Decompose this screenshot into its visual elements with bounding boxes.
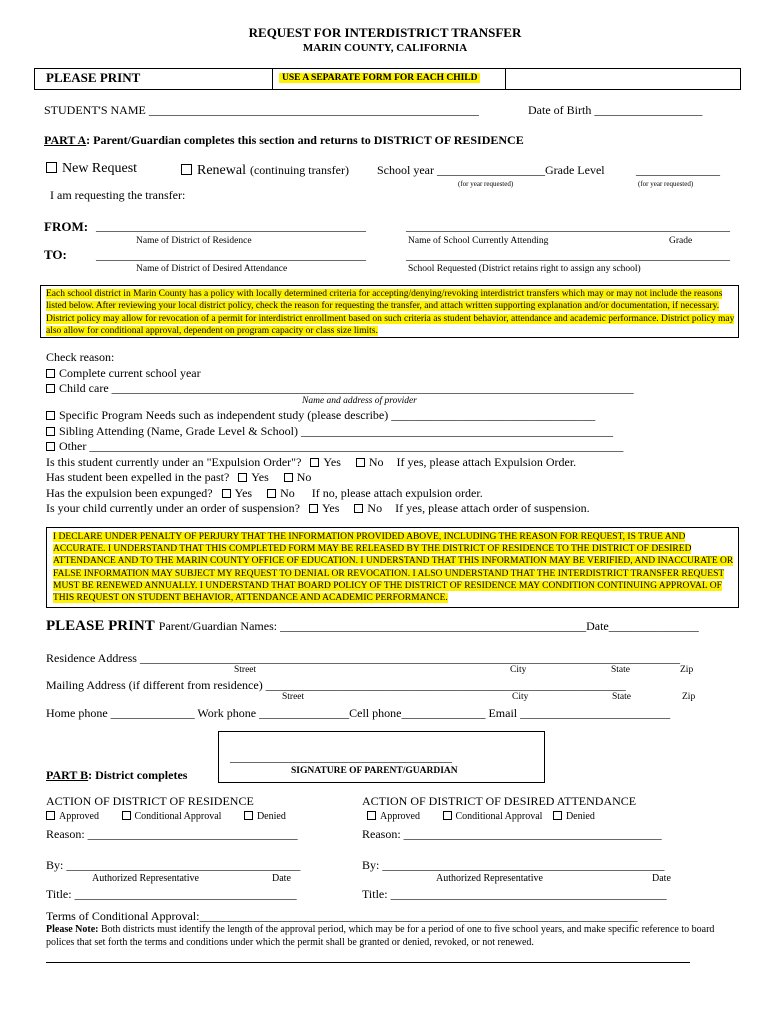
yes-label: Yes — [251, 470, 269, 484]
reason-child-care[interactable] — [46, 381, 634, 396]
desired-conditional-checkbox[interactable] — [443, 811, 452, 820]
grade-level-field[interactable]: ______________ — [636, 163, 720, 177]
yes-label: Yes — [234, 486, 253, 500]
continuing-transfer-label: (continuing transfer) — [249, 163, 349, 177]
desired-approved-checkbox[interactable] — [367, 811, 376, 820]
suspension-note: If yes, please attach order of suspension. — [395, 501, 590, 515]
action-residence-heading: ACTION OF DISTRICT OF RESIDENCE — [46, 794, 254, 808]
caption-district-residence: Name of District of Residence — [136, 236, 252, 246]
expelled-yes-checkbox[interactable] — [238, 473, 247, 482]
expunged-note: If no, please attach expulsion order. — [311, 486, 483, 500]
signature-caption: SIGNATURE OF PARENT/GUARDIAN — [291, 766, 458, 776]
part-a-label: PART A — [44, 133, 87, 147]
mailing-address-field[interactable]: Mailing Address (if different from residence) ____________________________________________________________ — [46, 678, 626, 692]
caption-school-attending: Name of School Currently Attending — [408, 236, 549, 246]
separate-form-notice: USE A SEPARATE FORM FOR EACH CHILD — [279, 73, 480, 83]
parent-names-field[interactable]: Parent/Guardian Names: ___________________________________________________Date_______________ — [158, 619, 699, 633]
please-note-text: Both districts must identify the length of the approval period, which may be for a period of one to five school years, and make specific reference to board polices that set forth the terms and conditions under which the permit shall be granted or denied, revoked, or not renewed. — [46, 924, 715, 948]
complete-year-label: Complete current school year — [59, 366, 201, 380]
requested-school-field[interactable]: ______________________________________________________ — [406, 248, 730, 262]
part-b-heading — [46, 768, 187, 783]
residence-street-caption: Street — [234, 665, 257, 675]
expelled-no-checkbox[interactable] — [284, 473, 293, 482]
desired-denied-checkbox[interactable] — [553, 811, 562, 820]
reason-complete-year[interactable] — [46, 366, 201, 381]
school-year-field[interactable]: School year __________________Grade Level — [377, 163, 605, 177]
declaration-text: I DECLARE UNDER PENALTY OF PERJURY THAT THE INFORMATION PROVIDED ABOVE, INCLUDING THE REASON FOR REQUEST, IS TRUE AND ACCURATE. I UNDERSTAND THAT THIS COMPLETED FORM MAY BE RELEASED BY THE DISTRICT OF RESIDENCE TO THE DISTRICT OF DESIRED ATTENDANCE AND TO THE MARIN COUNTY OFFICE OF EDUCATION. I UNDERSTAND THAT THIS INFORMATION MAY BE VERIFIED, AND INACCURATE OR FALSE INFORMATION MAY SUBJECT MY REQUEST TO DENIAL OR REVOCATION. I ALSO UNDERSTAND THAT THE INTERDISTRICT TRANSFER REQUEST MUST BE RENEWED ANNUALLY. I UNDERSTAND THAT BOARD POLICY OF THE DISTRICT OF RESIDENCE MAY CONDITION CONTINUING APPROVAL OF THIS REQUEST ON STUDENT BEHAVIOR, ATTENDANCE AND ACADEMIC PERFORMANCE. — [53, 532, 734, 604]
desired-reason-field[interactable]: Reason: ___________________________________________ — [362, 827, 662, 841]
policy-note — [46, 288, 736, 337]
caption-grade: Grade — [669, 236, 693, 246]
suspension-question: Is your child currently under an order of suspension? — [46, 501, 300, 515]
parent-please-print: PLEASE PRINT — [46, 618, 155, 634]
expulsion-order-note: If yes, please attach Expulsion Order. — [396, 455, 577, 469]
renewal-checkbox[interactable] — [181, 164, 192, 175]
policy-note-text: Each school district in Marin County has a policy with locally determined criteria for accepting/denying/revoking interdistrict transfers which may or may not include the reasons listed below. After reviewing your local district policy, check the reason for requesting the transfer, and attach written supporting explanation and/or documentation, if necessary. District policy may allow for revocation of a permit for interdistrict enrollment based on such criteria as student behavior, attendance and academic performance. District policy may also allow for conditional approval, dependent on program capacity or class size limits. — [46, 289, 735, 336]
provider-caption: Name and address of provider — [302, 396, 417, 406]
residence-approved-checkbox[interactable] — [46, 811, 55, 820]
form-subtitle: MARIN COUNTY, CALIFORNIA — [302, 42, 468, 54]
desired-date-caption: Date — [652, 873, 671, 884]
denied-label: Denied — [256, 811, 286, 822]
denied-label: Denied — [565, 811, 595, 822]
phones-email-field[interactable]: Home phone ______________ Work phone _______________Cell phone______________ Email _________________________ — [46, 706, 671, 720]
from-district-field[interactable]: _____________________________________________ — [96, 219, 366, 233]
mailing-zip-caption: Zip — [682, 692, 696, 702]
part-a-text: : Parent/Guardian completes this section and returns to DISTRICT OF RESIDENCE — [86, 133, 524, 147]
reason-sibling[interactable] — [46, 424, 613, 439]
desired-title-field[interactable]: Title: ______________________________________________ — [362, 887, 667, 901]
no-label: No — [296, 470, 312, 484]
student-name-field[interactable]: STUDENT'S NAME _______________________________________________________ — [44, 103, 479, 117]
expunged-question: Has the expulsion been expunged? — [46, 486, 213, 500]
yes-label: Yes — [323, 455, 341, 469]
bottom-rule — [46, 962, 690, 963]
program-needs-checkbox[interactable] — [46, 411, 55, 420]
terms-conditional-field[interactable]: Terms of Conditional Approval:_________________________________________________________________________ — [46, 909, 638, 923]
current-school-field[interactable]: ______________________________________________________ — [406, 219, 730, 233]
expunged-yes-checkbox[interactable] — [222, 489, 231, 498]
desired-auth-rep-caption: Authorized Representative — [436, 873, 543, 884]
question-expelled — [46, 470, 311, 485]
child-care-checkbox[interactable] — [46, 384, 55, 393]
residence-date-caption: Date — [272, 873, 291, 884]
suspension-no-checkbox[interactable] — [354, 504, 363, 513]
question-expunged — [46, 486, 483, 501]
expelled-question: Has student been expelled in the past? — [46, 470, 230, 484]
check-reason-label: Check reason: — [46, 350, 115, 364]
yes-label: Yes — [321, 501, 340, 515]
caption-school-requested: School Requested (District retains right to assign any school) — [408, 264, 641, 274]
please-note-label: Please Note: — [46, 924, 99, 935]
expulsion-order-yes-checkbox[interactable] — [310, 458, 319, 467]
reason-other[interactable] — [46, 439, 623, 454]
sibling-label: Sibling Attending (Name, Grade Level & School) ____________________________________________________ — [59, 424, 613, 438]
date-of-birth-field[interactable]: Date of Birth __________________ — [528, 103, 703, 117]
new-request-label: New Request — [62, 161, 138, 176]
to-label: TO: — [44, 247, 67, 262]
form-title: REQUEST FOR INTERDISTRICT TRANSFER — [248, 25, 522, 40]
no-label: No — [368, 455, 384, 469]
for-year-caption-2: (for year requested) — [638, 180, 694, 188]
mailing-street-caption: Street — [282, 692, 305, 702]
part-b-text: : District completes — [88, 768, 188, 782]
residence-title-field[interactable]: Title: _____________________________________ — [46, 887, 297, 901]
to-district-field[interactable]: _____________________________________________ — [96, 248, 366, 262]
approved-label: Approved — [59, 811, 99, 822]
new-request-option[interactable] — [46, 161, 137, 177]
residence-by-field[interactable]: By: _______________________________________ — [46, 858, 301, 872]
expulsion-order-no-checkbox[interactable] — [356, 458, 365, 467]
residence-reason-field[interactable]: Reason: ___________________________________ — [46, 827, 298, 841]
renewal-option[interactable] — [181, 161, 349, 179]
reason-program-needs[interactable] — [46, 408, 595, 423]
desired-by-field[interactable]: By: _______________________________________________ — [362, 858, 665, 872]
residence-decision-options — [46, 811, 286, 822]
requesting-label: I am requesting the transfer: — [50, 188, 186, 202]
approved-label: Approved — [380, 811, 420, 822]
child-care-label: Child care _______________________________________________________________________________________ — [59, 381, 634, 395]
sibling-checkbox[interactable] — [46, 427, 55, 436]
residence-denied-checkbox[interactable] — [244, 811, 253, 820]
renewal-label: Renewal — [197, 163, 246, 178]
desired-decision-options — [367, 811, 595, 822]
expunged-no-checkbox[interactable] — [267, 489, 276, 498]
caption-desired-district: Name of District of Desired Attendance — [136, 264, 288, 274]
complete-year-checkbox[interactable] — [46, 369, 55, 378]
declaration — [53, 531, 736, 604]
action-desired-heading: ACTION OF DISTRICT OF DESIRED ATTENDANCE — [362, 794, 637, 808]
signature-line[interactable]: _____________________________________ — [230, 750, 452, 764]
question-expulsion-order — [46, 455, 576, 470]
question-suspension — [46, 501, 590, 516]
residence-auth-rep-caption: Authorized Representative — [92, 873, 199, 884]
conditional-label: Conditional Approval — [455, 811, 543, 822]
residence-address-field[interactable]: Residence Address __________________________________________________________________________________________ — [46, 651, 680, 665]
suspension-yes-checkbox[interactable] — [309, 504, 318, 513]
no-label: No — [280, 486, 295, 500]
for-year-caption-1: (for year requested) — [458, 180, 514, 188]
parent-names-row — [46, 617, 699, 635]
other-label: Other _________________________________________________________________________________________ — [59, 439, 624, 453]
please-print-label: PLEASE PRINT — [46, 70, 141, 85]
mailing-state-caption: State — [612, 692, 631, 702]
expulsion-order-question: Is this student currently under an "Expulsion Order"? — [46, 455, 302, 469]
conditional-label: Conditional Approval — [134, 811, 222, 822]
residence-city-caption: City — [510, 665, 527, 675]
residence-state-caption: State — [611, 665, 630, 675]
from-label: FROM: — [44, 219, 89, 234]
part-b-label: PART B — [46, 768, 89, 782]
mailing-city-caption: City — [512, 692, 529, 702]
no-label: No — [367, 501, 383, 515]
residence-zip-caption: Zip — [680, 665, 694, 675]
residence-conditional-checkbox[interactable] — [122, 811, 131, 820]
program-needs-label: Specific Program Needs such as independent study (please describe) __________________________________ — [59, 408, 596, 422]
please-note — [46, 923, 726, 949]
other-checkbox[interactable] — [46, 442, 55, 451]
part-a-heading — [44, 133, 524, 148]
new-request-checkbox[interactable] — [46, 162, 57, 173]
